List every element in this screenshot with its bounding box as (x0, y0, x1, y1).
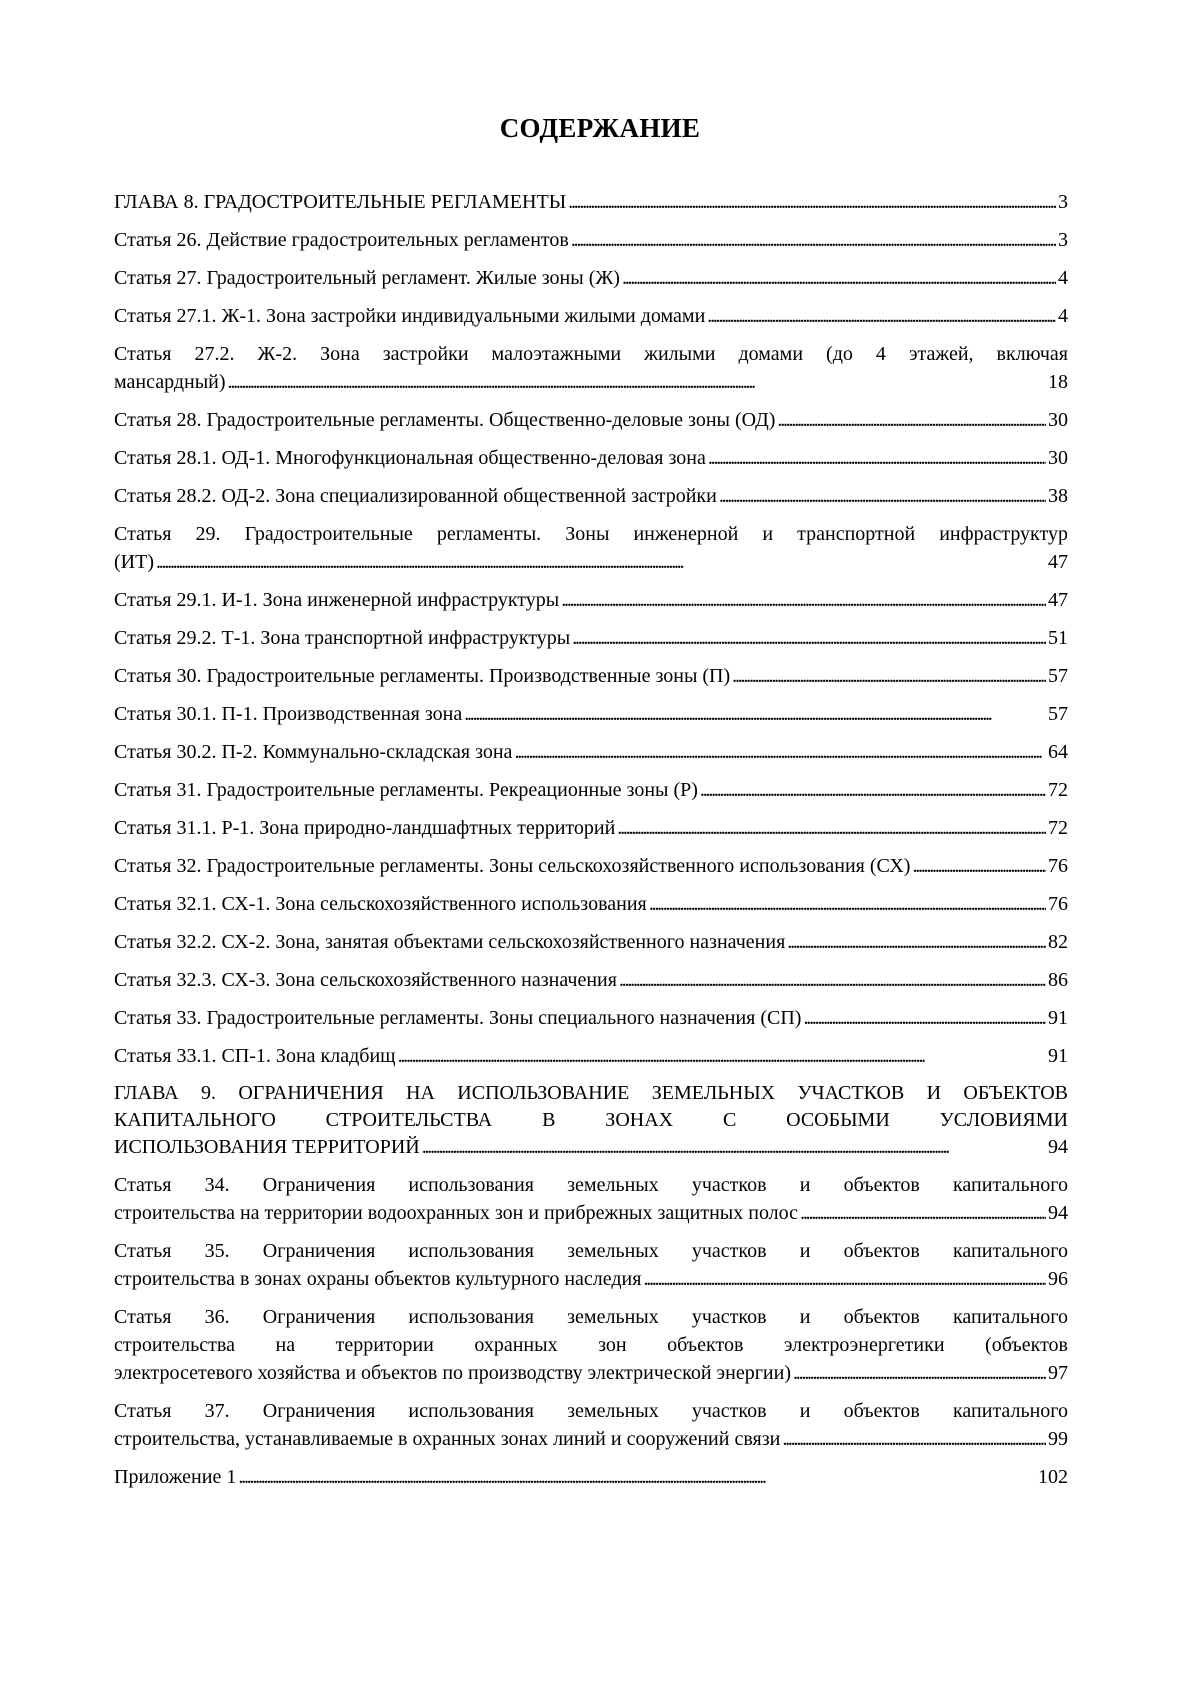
toc-entry-page-number: 102 (1038, 1466, 1068, 1488)
toc-entry[interactable] (114, 700, 1068, 728)
toc-entry[interactable] (114, 1303, 1068, 1387)
toc-entry-page-number: 91 (1048, 1045, 1068, 1067)
toc-entry[interactable] (114, 1463, 1068, 1491)
toc-entry-title: Статья 29.1. И-1. Зона инженерной инфраструктуры (114, 589, 560, 611)
toc-entry-title: Статья 32.3. СХ-3. Зона сельскохозяйственного назначения (114, 969, 617, 991)
toc-entry-title: строительства на территории водоохранных зон и прибрежных защитных полос (114, 1202, 799, 1224)
dot-leader (571, 226, 1056, 254)
toc-entry[interactable] (114, 226, 1068, 254)
toc-entry[interactable] (114, 520, 1068, 576)
dot-leader (572, 624, 1046, 652)
toc-entry-title: Статья 28. Градостроительные регламенты. Общественно-деловые зоны (ОД) (114, 409, 776, 431)
toc-entry-page-number: 47 (1048, 551, 1068, 573)
toc-entry-title: Статья 33. Градостроительные регламенты. Зоны специального назначения (СП) (114, 1007, 802, 1029)
toc-entry[interactable] (114, 852, 1068, 880)
toc-entry-title: Статья 31. Градостроительные регламенты. Рекреационные зоны (Р) (114, 779, 698, 801)
toc-entry-title: Статья 32.2. СХ-2. Зона, занятая объектами сельскохозяйственного назначения (114, 931, 786, 953)
toc-entry-page-number: 3 (1058, 191, 1068, 213)
table-of-contents (114, 188, 1068, 1501)
dot-leader (803, 1004, 1046, 1032)
dot-leader (619, 966, 1046, 994)
toc-entry-title: Статья 26. Действие градостроительных регламентов (114, 229, 569, 251)
toc-entry-line: Статья 29. Градостроительные регламенты. Зоны инженерной и транспортной инфраструктур (114, 523, 1068, 545)
toc-entry-page-number: 3 (1058, 229, 1068, 251)
toc-entry[interactable] (114, 1237, 1068, 1293)
toc-entry-title: Статья 30. Градостроительные регламенты. Производственные зоны (П) (114, 665, 731, 687)
dot-leader (732, 662, 1046, 690)
toc-entry-line: строительства на территории охранных зон объектов электроэнергетики (объектов (114, 1334, 1068, 1356)
toc-entry-title: (ИТ) (114, 551, 154, 573)
toc-entry-title: Статья 33.1. СП-1. Зона кладбищ (114, 1045, 396, 1067)
dot-leader (617, 814, 1046, 842)
toc-entry-title: Статья 27. Градостроительный регламент. Жилые зоны (Ж) (114, 267, 620, 289)
toc-entry-page-number: 4 (1058, 267, 1068, 289)
toc-entry[interactable] (114, 1080, 1068, 1161)
toc-entry[interactable] (114, 302, 1068, 330)
dot-leader (643, 1265, 1046, 1293)
dot-leader (777, 406, 1046, 434)
toc-entry-page-number: 57 (1048, 703, 1068, 725)
dot-leader (800, 1199, 1046, 1227)
toc-entry[interactable] (114, 406, 1068, 434)
toc-entry-line: Статья 34. Ограничения использования земельных участков и объектов капитального (114, 1174, 1068, 1196)
dot-leader (156, 548, 1046, 576)
toc-entry[interactable] (114, 1397, 1068, 1453)
dot-leader (464, 700, 1046, 728)
toc-entry-line: Статья 36. Ограничения использования земельных участков и объектов капитального (114, 1306, 1068, 1328)
toc-entry[interactable] (114, 1042, 1068, 1070)
toc-entry-title: Статья 32. Градостроительные регламенты. Зоны сельскохозяйственного использования (СХ) (114, 855, 911, 877)
toc-entry[interactable] (114, 738, 1068, 766)
toc-entry-page-number: 97 (1048, 1362, 1068, 1384)
toc-entry[interactable] (114, 662, 1068, 690)
toc-entry[interactable] (114, 928, 1068, 956)
dot-leader (561, 586, 1046, 614)
toc-entry-title: строительства, устанавливаемые в охранных зонах линий и сооружений связи (114, 1428, 781, 1450)
toc-entry-title: Статья 28.2. ОД-2. Зона специализированной общественной застройки (114, 485, 717, 507)
toc-entry[interactable] (114, 776, 1068, 804)
toc-entry-line: КАПИТАЛЬНОГО СТРОИТЕЛЬСТВА В ЗОНАХ С ОСОБЫМИ УСЛОВИЯМИ (114, 1109, 1068, 1131)
toc-entry[interactable] (114, 1004, 1068, 1032)
toc-entry-page-number: 57 (1048, 665, 1068, 687)
dot-leader (398, 1042, 1046, 1070)
dot-leader (707, 302, 1056, 330)
toc-entry-title: Приложение 1 (114, 1466, 237, 1488)
toc-entry-line: Статья 27.2. Ж-2. Зона застройки малоэтажными жилыми домами (до 4 этажей, включая (114, 343, 1068, 365)
toc-entry[interactable] (114, 890, 1068, 918)
toc-entry-title: Статья 32.1. СХ-1. Зона сельскохозяйственного использования (114, 893, 647, 915)
toc-entry[interactable] (114, 814, 1068, 842)
toc-entry[interactable] (114, 586, 1068, 614)
dot-leader (793, 1359, 1046, 1387)
toc-entry-title: Статья 30.1. П-1. Производственная зона (114, 703, 463, 725)
dot-leader (719, 482, 1046, 510)
toc-entry-title: ГЛАВА 8. ГРАДОСТРОИТЕЛЬНЫЕ РЕГЛАМЕНТЫ (114, 191, 567, 213)
toc-entry-page-number: 51 (1048, 627, 1068, 649)
toc-entry-title: строительства в зонах охраны объектов культурного наследия (114, 1268, 642, 1290)
toc-entry[interactable] (114, 340, 1068, 396)
dot-leader (238, 1463, 1036, 1491)
toc-entry-line: Статья 37. Ограничения использования земельных участков и объектов капитального (114, 1400, 1068, 1422)
toc-entry-page-number: 18 (1048, 371, 1068, 393)
dot-leader (649, 890, 1046, 918)
dot-leader (782, 1425, 1046, 1453)
dot-leader (514, 738, 1046, 766)
toc-entry-page-number: 64 (1048, 741, 1068, 763)
toc-entry-page-number: 82 (1048, 931, 1068, 953)
dot-leader (912, 852, 1046, 880)
toc-entry-title: электросетевого хозяйства и объектов по производству электрической энергии) (114, 1362, 791, 1384)
dot-leader (708, 444, 1046, 472)
toc-entry-line: ГЛАВА 9. ОГРАНИЧЕНИЯ НА ИСПОЛЬЗОВАНИЕ ЗЕМЕЛЬНЫХ УЧАСТКОВ И ОБЪЕКТОВ (114, 1082, 1068, 1104)
dot-leader (787, 928, 1046, 956)
toc-entry[interactable] (114, 188, 1068, 216)
toc-entry-title: Статья 30.2. П-2. Коммунально-складская зона (114, 741, 513, 763)
toc-entry-page-number: 72 (1048, 817, 1068, 839)
dot-leader (700, 776, 1046, 804)
toc-entry-page-number: 30 (1048, 409, 1068, 431)
dot-leader (568, 188, 1056, 216)
toc-entry-page-number: 94 (1048, 1136, 1068, 1158)
toc-entry-title: Статья 31.1. Р-1. Зона природно-ландшафтных территорий (114, 817, 616, 839)
toc-entry-page-number: 86 (1048, 969, 1068, 991)
toc-entry-title: мансардный) (114, 371, 226, 393)
toc-entry[interactable] (114, 444, 1068, 472)
toc-entry-line: Статья 35. Ограничения использования земельных участков и объектов капитального (114, 1240, 1068, 1262)
toc-entry-page-number: 94 (1048, 1202, 1068, 1224)
toc-entry-page-number: 76 (1048, 893, 1068, 915)
dot-leader (622, 264, 1056, 292)
toc-entry-page-number: 99 (1048, 1428, 1068, 1450)
toc-entry-title: Статья 27.1. Ж-1. Зона застройки индивидуальными жилыми домами (114, 305, 706, 327)
toc-entry[interactable] (114, 482, 1068, 510)
page-title: СОДЕРЖАНИЕ (499, 113, 701, 143)
toc-entry-title: ИСПОЛЬЗОВАНИЯ ТЕРРИТОРИЙ (114, 1136, 420, 1158)
toc-entry-page-number: 72 (1048, 779, 1068, 801)
toc-entry-page-number: 38 (1048, 485, 1068, 507)
toc-entry-page-number: 4 (1058, 305, 1068, 327)
toc-entry-page-number: 47 (1048, 589, 1068, 611)
toc-entry-title: Статья 28.1. ОД-1. Многофункциональная общественно-деловая зона (114, 447, 706, 469)
toc-entry-title: Статья 29.2. Т-1. Зона транспортной инфраструктуры (114, 627, 571, 649)
toc-entry[interactable] (114, 624, 1068, 652)
toc-entry[interactable] (114, 264, 1068, 292)
toc-entry[interactable] (114, 1171, 1068, 1227)
toc-entry-page-number: 76 (1048, 855, 1068, 877)
dot-leader (228, 368, 1046, 396)
toc-entry-page-number: 30 (1048, 447, 1068, 469)
toc-entry-page-number: 96 (1048, 1268, 1068, 1290)
toc-entry[interactable] (114, 966, 1068, 994)
dot-leader (422, 1134, 1046, 1161)
toc-entry-page-number: 91 (1048, 1007, 1068, 1029)
